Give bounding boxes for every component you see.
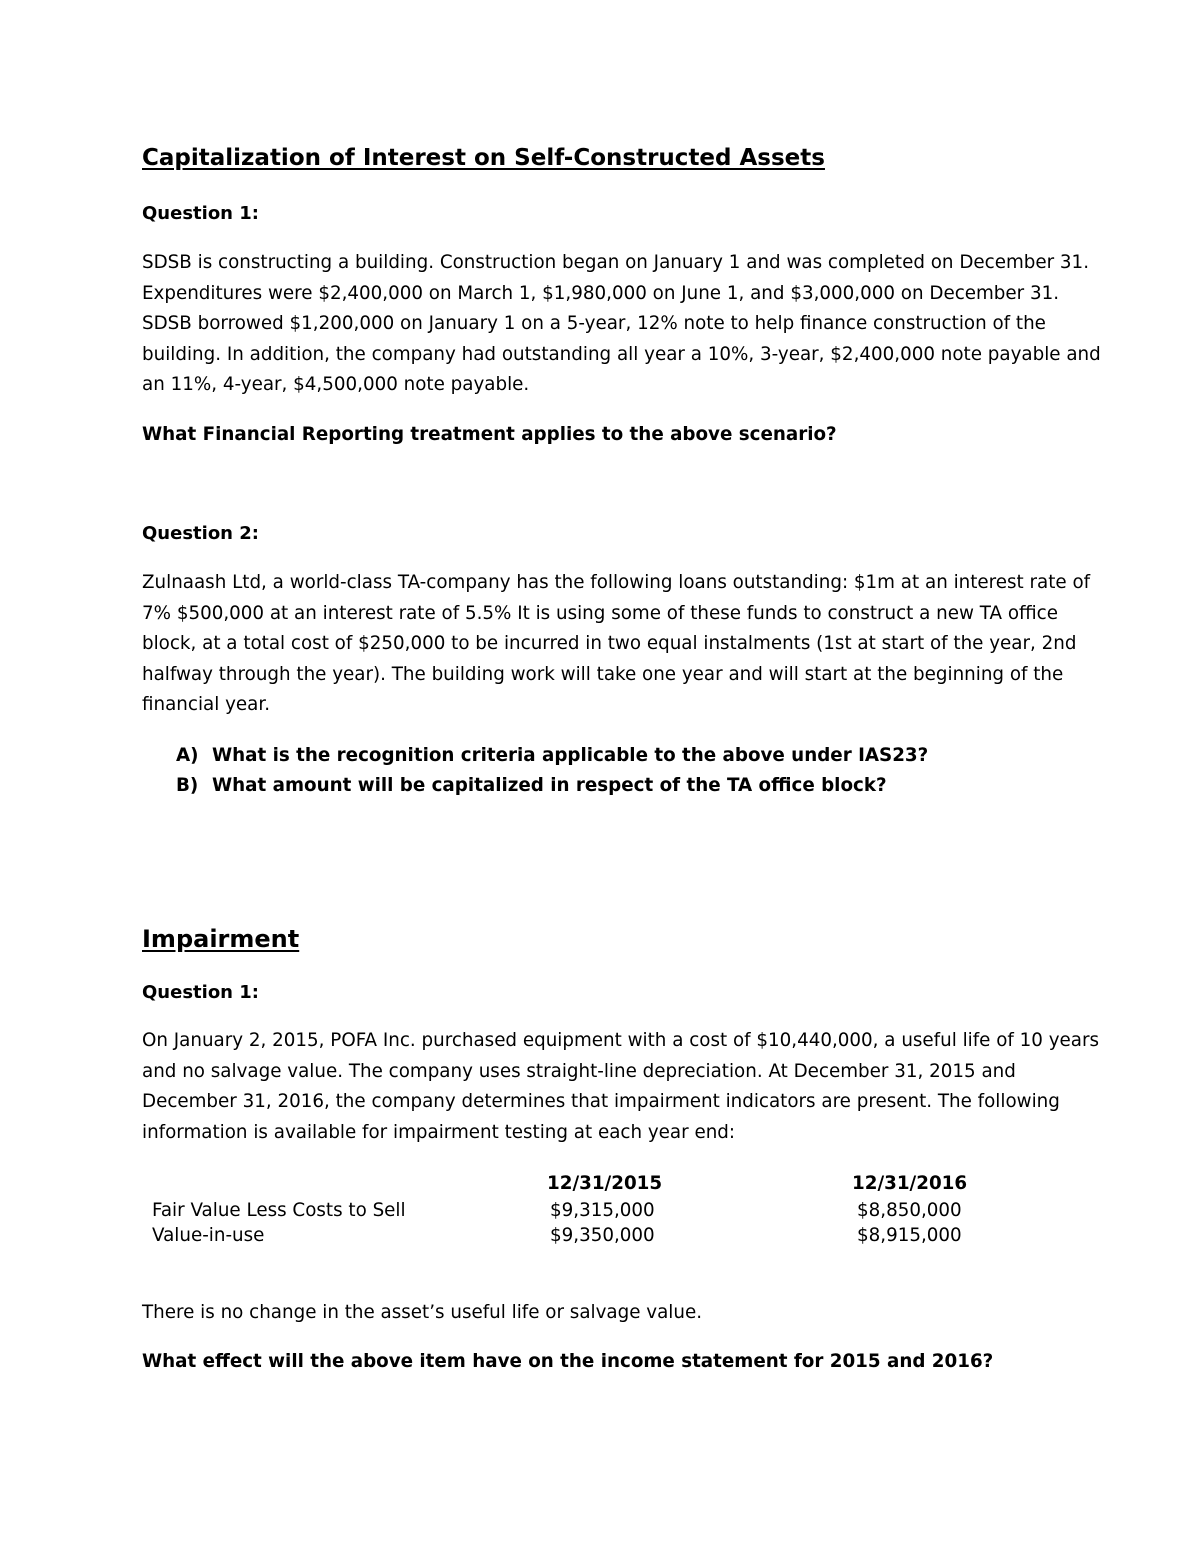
- question-body: [142, 568, 1090, 721]
- body-line: block, at a total cost of $250,000 to be incurred in two equal instalments (1st at start of the year, 2nd: [142, 633, 1077, 654]
- body-line: information is available for impairment testing at each year end:: [142, 1121, 736, 1143]
- table-header: 12/31/2016: [852, 1173, 968, 1194]
- list-item: [176, 745, 928, 766]
- list-item-text: What amount will be capitalized in respect of the TA office block?: [212, 775, 887, 796]
- table-row-label: Value-in-use: [152, 1225, 265, 1246]
- question-prompt: What effect will the above item have on the income statement for 2015 and 2016?: [142, 1351, 994, 1372]
- list-marker: A): [176, 745, 199, 766]
- question-heading: Question 1:: [142, 982, 259, 1003]
- body-line: an 11%, 4-year, $4,500,000 note payable.: [142, 374, 530, 395]
- section-title-capitalization: Capitalization of Interest on Self-Constructed Assets: [142, 145, 825, 171]
- question-prompt: What Financial Reporting treatment applies to the above scenario?: [142, 424, 837, 445]
- table-cell: $9,350,000: [550, 1225, 655, 1246]
- list-item: [176, 775, 887, 796]
- body-line: SDSB borrowed $1,200,000 on January 1 on a 5-year, 12% note to help finance construction of the: [142, 313, 1046, 334]
- table-row-label: Fair Value Less Costs to Sell: [152, 1200, 406, 1221]
- question-body: [142, 1026, 1099, 1148]
- body-line: SDSB is constructing a building. Construction began on January 1 and was completed on December 31.: [142, 252, 1090, 273]
- body-line: On January 2, 2015, POFA Inc. purchased equipment with a cost of $10,440,000, a useful life of 10 years: [142, 1030, 1100, 1051]
- body-line: halfway through the year). The building work will take one year and will start at the beginning of the: [142, 663, 1064, 685]
- table-cell: $8,915,000: [857, 1225, 962, 1246]
- body-line: building. In addition, the company had outstanding all year a 10%, 3-year, $2,400,000 note payable and: [142, 343, 1101, 365]
- list-marker: B): [176, 775, 199, 796]
- table-header: 12/31/2015: [547, 1173, 663, 1194]
- question-heading: Question 2:: [142, 523, 259, 544]
- body-line: financial year.: [142, 694, 271, 715]
- question-body: [142, 248, 1101, 401]
- body-line: December 31, 2016, the company determines that impairment indicators are present. The following: [142, 1091, 1060, 1112]
- body-line: Zulnaash Ltd, a world-class TA-company has the following loans outstanding: $1m at an interest rate of: [142, 572, 1091, 593]
- section-title-impairment: Impairment: [142, 925, 300, 953]
- list-item-text: What is the recognition criteria applicable to the above under IAS23?: [212, 745, 929, 766]
- table-cell: $9,315,000: [550, 1200, 655, 1221]
- question-heading: Question 1:: [142, 203, 259, 224]
- body-line: 7% $500,000 at an interest rate of 5.5% It is using some of these funds to construct a new TA office: [142, 602, 1058, 624]
- body-line: and no salvage value. The company uses straight-line depreciation. At December 31, 2015 and: [142, 1060, 1016, 1082]
- table-cell: $8,850,000: [857, 1200, 962, 1221]
- note-text: There is no change in the asset’s useful life or salvage value.: [142, 1302, 703, 1323]
- body-line: Expenditures were $2,400,000 on March 1, $1,980,000 on June 1, and $3,000,000 on December 31.: [142, 282, 1060, 304]
